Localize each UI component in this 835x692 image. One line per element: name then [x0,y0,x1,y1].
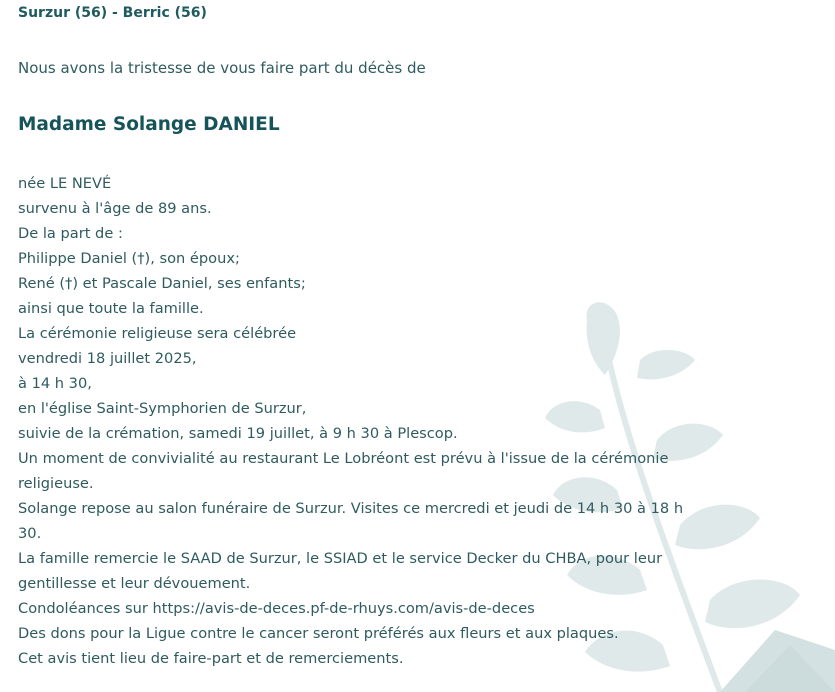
notice-line: René (†) et Pascale Daniel, ses enfants; [18,275,306,292]
notice-line: Solange repose au salon funéraire de Surzur. Visites ce mercredi et jeudi de 14 h 30 à 18 h [18,500,684,517]
notice-line: à 14 h 30, [18,375,92,392]
notice-line: gentillesse et leur dévouement. [18,575,251,592]
notice-line: Des dons pour la Ligue contre le cancer seront préférés aux fleurs et aux plaques. [18,625,619,642]
notice-line: De la part de : [18,225,123,242]
notice-line: Un moment de convivialité au restaurant Le Lobréont est prévu à l'issue de la cérémonie [18,450,669,467]
notice-line: 30. [18,525,42,542]
notice-line: La cérémonie religieuse sera célébrée [18,325,297,342]
intro-text: Nous avons la tristesse de vous faire part du décès de [18,59,426,77]
notice-line: suivie de la crémation, samedi 19 juillet, à 9 h 30 à Plescop. [18,425,458,442]
notice-line: survenu à l'âge de 89 ans. [18,200,212,217]
notice-line: Philippe Daniel (†), son époux; [18,250,240,267]
notice-line: en l'église Saint-Symphorien de Surzur, [18,400,307,417]
notice-line: La famille remercie le SAAD de Surzur, le SSIAD et le service Decker du CHBA, pour leur [18,550,663,567]
notice-body [18,171,728,671]
condolences-link-line: Condoléances sur https://avis-de-deces.pf-de-rhuys.com/avis-de-deces [18,600,535,617]
notice-line: née LE NEVÉ [18,175,112,192]
location-heading: Surzur (56) - Berric (56) [18,5,207,21]
notice-line: vendredi 18 juillet 2025, [18,350,197,367]
notice-line: Cet avis tient lieu de faire-part et de remerciements. [18,650,404,667]
notice-line: religieuse. [18,475,94,492]
deceased-name: Madame Solange DANIEL [18,114,280,135]
notice-line: ainsi que toute la famille. [18,300,204,317]
